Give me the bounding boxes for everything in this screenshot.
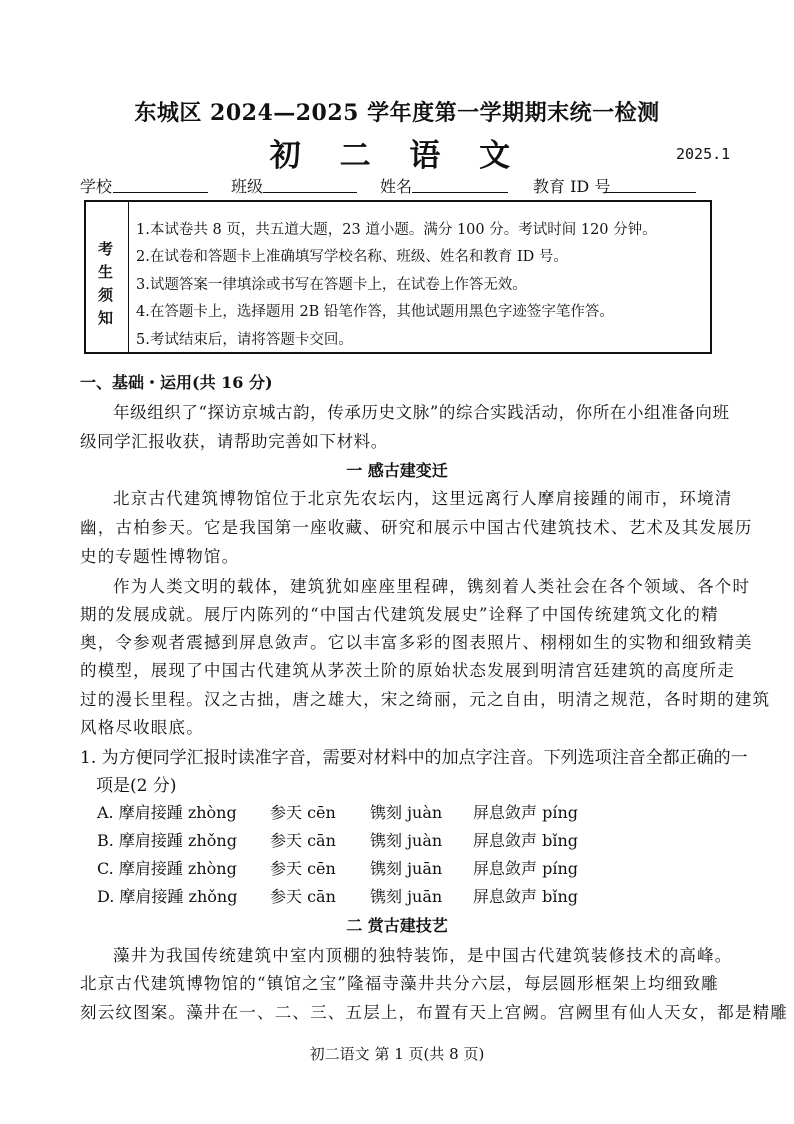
notice-item: 2.在试卷和答题卡上准确填写学校名称、班级、姓名和教育 ID 号。 <box>136 249 568 265</box>
question-text: 1. 为方便同学汇报时读准字音，需要对材料中的加点字注音。下列选项注音全都正确的一 <box>80 748 748 768</box>
edu-id-field[interactable] <box>604 192 696 193</box>
paragraph-line: 藻井为我国传统建筑中室内顶棚的独特装饰，是中国古代建筑装修技术的高峰。 <box>113 946 733 965</box>
notice-label-char: 须 <box>98 286 114 304</box>
class-field[interactable] <box>263 192 357 193</box>
option-b-word1[interactable]: B. 摩肩接踵 zhǒng <box>97 831 237 850</box>
name-label: 姓名 <box>380 177 413 196</box>
subject-title: 初 二 语 文 <box>269 138 525 174</box>
paragraph-line: 作为人类文明的载体，建筑犹如座座里程碑，镌刻着人类社会在各个领域、各个时 <box>113 577 751 596</box>
option-b-word2: 参天 cān <box>270 831 336 850</box>
notice-label-char: 生 <box>98 263 114 281</box>
paragraph-line: 北京古代建筑博物馆的“镇馆之宝”隆福寺藻井共分六层，每层圆形框架上均细致雕 <box>80 974 719 993</box>
option-d-word3: 镌刻 juān <box>370 887 443 906</box>
option-d-word4: 屏息敛声 bǐng <box>473 887 578 906</box>
option-c-word2: 参天 cēn <box>270 859 336 878</box>
question-text: 项是(2 分) <box>96 776 177 796</box>
school-label: 学校 <box>80 177 113 196</box>
option-c-word1[interactable]: C. 摩肩接踵 zhòng <box>97 859 237 878</box>
option-a-word3: 镌刻 juàn <box>370 803 443 822</box>
school-field[interactable] <box>113 192 208 193</box>
notice-item: 4.在答题卡上，选择题用 2B 铅笔作答，其他试题用黑色字迹签字笔作答。 <box>136 304 614 320</box>
option-a-word2: 参天 cēn <box>270 803 336 822</box>
paragraph-line: 北京古代建筑博物馆位于北京先农坛内，这里远离行人摩肩接踵的闹市，环境清 <box>113 489 733 508</box>
notice-item: 5.考试结束后，请将答题卡交回。 <box>136 332 353 348</box>
option-c-word4: 屏息敛声 píng <box>473 859 578 878</box>
paragraph-line: 风格尽收眼底。 <box>80 718 204 737</box>
option-b-word4: 屏息敛声 bǐng <box>473 831 578 850</box>
option-a-word4: 屏息敛声 píng <box>473 803 578 822</box>
intro-line: 年级组织了“探访京城古韵，传承历史文脉”的综合实践活动，你所在小组准备向班 <box>113 403 730 422</box>
edu-id-label: 教育 ID 号 <box>533 177 611 196</box>
option-d-word1[interactable]: D. 摩肩接踵 zhǒng <box>97 887 238 906</box>
paragraph-line: 奥，令参观者震撼到屏息敛声。它以丰富多彩的图表照片、栩栩如生的实物和细致精美 <box>80 633 753 652</box>
notice-item: 1.本试卷共 8 页，共五道大题，23 道小题。满分 100 分。考试时间 120 分钟。 <box>136 222 657 238</box>
paragraph-line: 的模型，展现了中国古代建筑从茅茨土阶的原始状态发展到明清宫廷建筑的高度所走 <box>80 661 735 680</box>
paragraph-line: 幽，古柏参天。它是我国第一座收藏、研究和展示中国古代建筑技术、艺术及其发展历 <box>80 518 753 537</box>
option-c-word3: 镌刻 juān <box>370 859 443 878</box>
paragraph-line: 刻云纹图案。藻井在一、二、三、五层上，布置有天上宫阙。宫阙里有仙人天女，都是精雕 <box>80 1003 788 1022</box>
option-b-word3: 镌刻 juàn <box>370 831 443 850</box>
paragraph-line: 史的专题性博物馆。 <box>80 547 240 566</box>
class-label: 班级 <box>231 177 264 196</box>
exam-date: 2025.1 <box>676 145 731 163</box>
notice-box <box>84 200 712 354</box>
notice-label-char: 考 <box>98 240 114 258</box>
part-heading: 一 感古建变迁 <box>346 461 448 480</box>
name-field[interactable] <box>412 192 508 193</box>
section-heading: 一、基础・运用(共 16 分) <box>80 373 273 392</box>
notice-item: 3.试题答案一律填涂或书写在答题卡上，在试卷上作答无效。 <box>136 277 527 293</box>
notice-label-char: 知 <box>98 309 114 327</box>
part-heading: 二 赏古建技艺 <box>346 916 448 935</box>
paragraph-line: 过的漫长里程。汉之古拙，唐之雄大，宋之绮丽，元之自由，明清之规范，各时期的建筑 <box>80 690 771 709</box>
exam-title: 东城区 2024—2025 学年度第一学期期末统一检测 <box>134 100 660 126</box>
intro-line: 级同学汇报收获，请帮助完善如下材料。 <box>80 432 388 451</box>
option-d-word2: 参天 cān <box>270 887 336 906</box>
option-a-word1[interactable]: A. 摩肩接踵 zhòng <box>97 803 237 822</box>
notice-label-cell <box>86 202 129 352</box>
paragraph-line: 期的发展成就。展厅内陈列的“中国古代建筑发展史”诠释了中国传统建筑文化的精 <box>80 605 719 624</box>
page-footer: 初二语文 第 1 页(共 8 页) <box>309 1045 485 1063</box>
